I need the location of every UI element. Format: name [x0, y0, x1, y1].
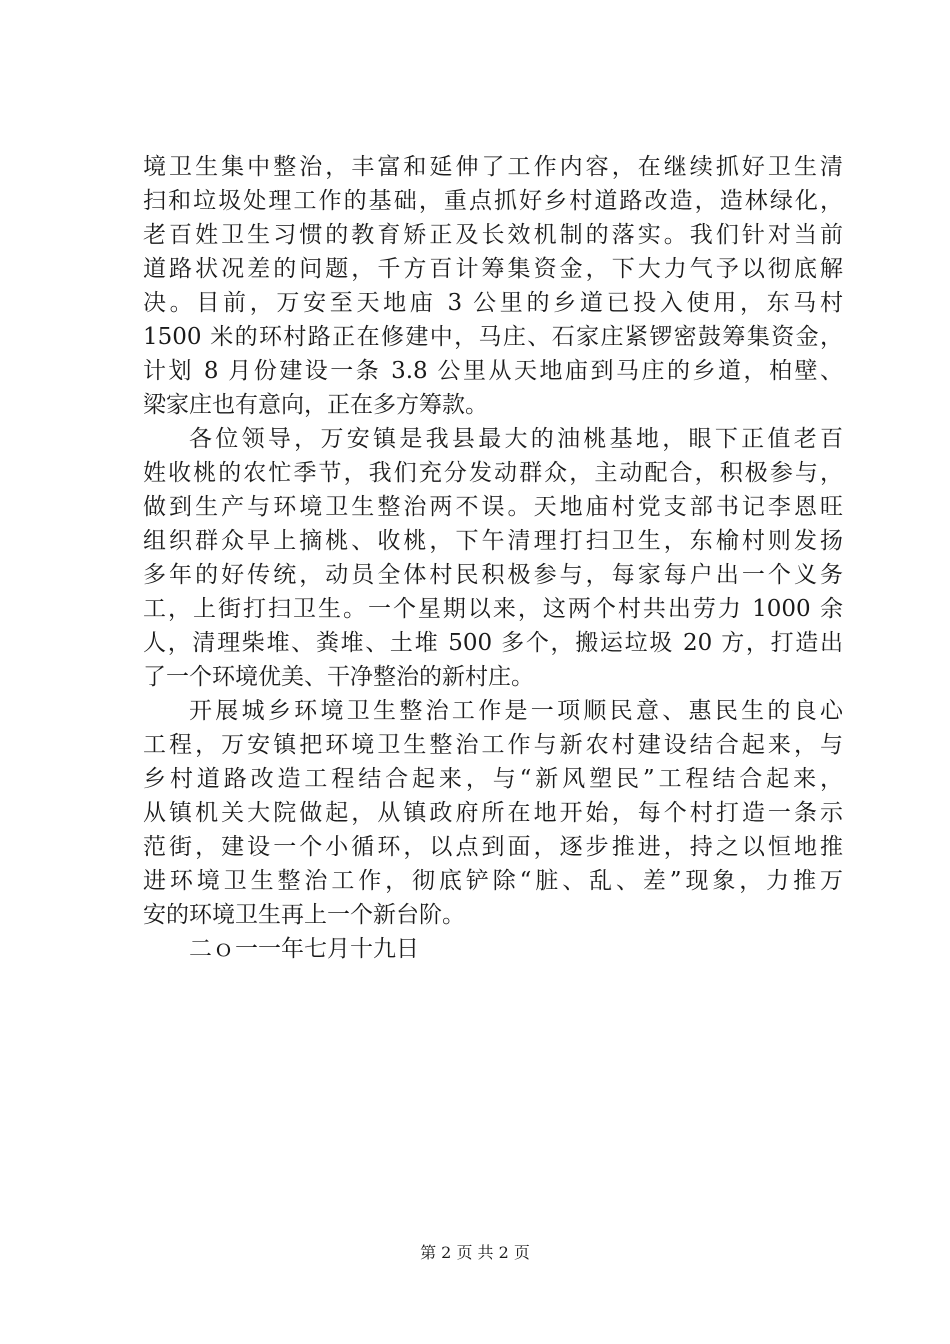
text-line: 乡村道路改造工程结合起来，与“新风塑民”工程结合起来， — [143, 766, 843, 792]
text-line: 做到生产与环境卫生整治两不误。天地庙村党支部书记李恩旺 — [143, 494, 843, 520]
text-line: 了一个环境优美、干净整治的新村庄。 — [143, 664, 534, 690]
text-line: 多年的好传统，动员全体村民积极参与，每家每户出一个义务 — [143, 562, 843, 588]
page-footer: 第 2 页 共 2 页 — [420, 1243, 530, 1262]
text-line: 二ｏ一一年七月十九日 — [189, 936, 419, 962]
paragraph — [143, 422, 843, 694]
text-line: 各位领导，万安镇是我县最大的油桃基地，眼下正值老百 — [189, 426, 843, 452]
text-line: 计划 8 月份建设一条 3.8 公里从天地庙到马庄的乡道，柏壁、 — [143, 358, 843, 384]
text-line: 进环境卫生整治工作，彻底铲除“脏、乱、差”现象，力推万 — [143, 868, 843, 894]
paragraph — [143, 150, 843, 422]
text-line: 组织群众早上摘桃、收桃，下午清理打扫卫生，东榆村则发扬 — [143, 528, 843, 554]
text-line: 老百姓卫生习惯的教育矫正及长效机制的落实。我们针对当前 — [143, 222, 843, 248]
text-line: 从镇机关大院做起，从镇政府所在地开始，每个村打造一条示 — [143, 800, 843, 826]
text-line: 开展城乡环境卫生整治工作是一项顺民意、惠民生的良心 — [189, 698, 843, 724]
text-line: 范街，建设一个小循环，以点到面，逐步推进，持之以恒地推 — [143, 834, 843, 860]
paragraph — [143, 932, 843, 966]
text-line: 安的环境卫生再上一个新台阶。 — [143, 902, 465, 928]
text-line: 扫和垃圾处理工作的基础，重点抓好乡村道路改造，造林绿化， — [143, 188, 843, 214]
document-body — [143, 150, 843, 966]
paragraph — [143, 694, 843, 932]
text-line: 1500 米的环村路正在修建中，马庄、石家庄紧锣密鼓筹集资金， — [143, 324, 843, 350]
text-line: 工，上街打扫卫生。一个星期以来，这两个村共出劳力 1000 余 — [143, 596, 843, 622]
text-line: 工程，万安镇把环境卫生整治工作与新农村建设结合起来，与 — [143, 732, 843, 758]
text-line: 道路状况差的问题，千方百计筹集资金，下大力气予以彻底解 — [143, 256, 843, 282]
text-line: 境卫生集中整治，丰富和延伸了工作内容，在继续抓好卫生清 — [143, 154, 843, 180]
text-line: 梁家庄也有意向，正在多方筹款。 — [143, 392, 488, 418]
text-line: 姓收桃的农忙季节，我们充分发动群众，主动配合，积极参与， — [143, 460, 843, 486]
text-line: 决。目前，万安至天地庙 3 公里的乡道已投入使用，东马村 — [143, 290, 843, 316]
text-line: 人，清理柴堆、粪堆、土堆 500 多个，搬运垃圾 20 方，打造出 — [143, 630, 843, 656]
